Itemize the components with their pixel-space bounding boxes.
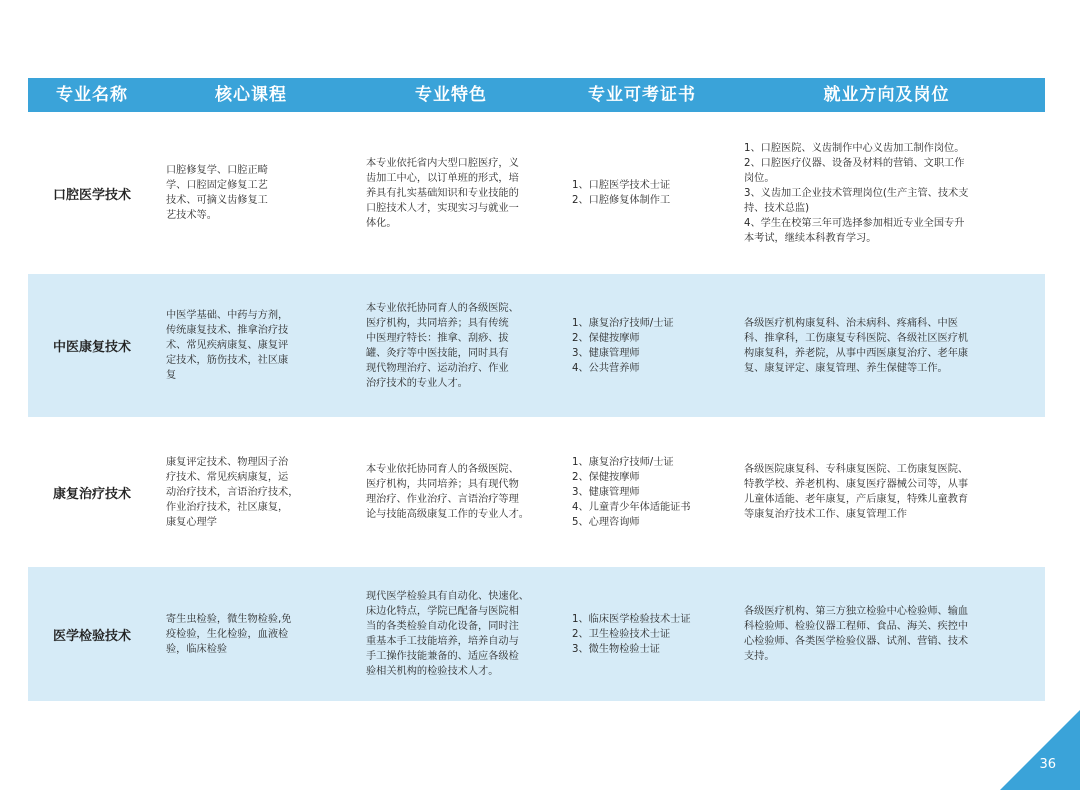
certificates xyxy=(556,274,728,417)
table-row xyxy=(28,274,1045,417)
job-directions-line: 等康复治疗技术工作、康复管理工作 xyxy=(744,509,907,520)
job-directions-line: 岗位。 xyxy=(744,172,775,184)
job-directions xyxy=(728,567,1045,701)
major-features xyxy=(346,417,556,567)
major-features-line: 床边化特点，学院已配备与医院相 xyxy=(366,606,519,617)
major-features xyxy=(346,567,556,701)
certificates-line: 2、保健按摩师 xyxy=(572,332,640,344)
job-directions-line: 各级医院康复科、专科康复医院、工伤康复医院、 xyxy=(744,464,969,475)
header-certificates: 专业可考证书 xyxy=(588,85,696,105)
job-directions-line: 支持。 xyxy=(744,651,775,662)
major-features-line: 现代物理治疗、运动治疗、作业 xyxy=(366,362,509,374)
job-directions xyxy=(728,274,1045,417)
major-name: 中医康复技术 xyxy=(52,340,131,355)
major-name: 口腔医学技术 xyxy=(52,187,131,203)
job-directions-line: 4、学生在校第三年可选择参加相近专业全国专升 xyxy=(744,217,965,229)
job-directions xyxy=(728,417,1045,567)
job-directions-line: 1、口腔医院、义齿制作中心义齿加工制作岗位。 xyxy=(744,142,965,154)
core-courses-line: 作业治疗技术，社区康复， xyxy=(166,501,289,513)
core-courses-line: 口腔修复学、口腔正畸 xyxy=(166,165,268,176)
major-features-line: 论与技能高级康复工作的专业人才。 xyxy=(366,509,529,520)
table-row xyxy=(28,112,1045,274)
major-features xyxy=(346,274,556,417)
core-courses xyxy=(156,112,346,274)
table-row xyxy=(28,417,1045,567)
core-courses-line: 技术、可摘义齿修复工 xyxy=(166,195,268,206)
major-features-line: 中医理疗特长：推拿、刮痧、拔 xyxy=(366,332,509,344)
major-features-line: 重基本手工技能培养，培养自动与 xyxy=(366,636,519,647)
major-name: 医学检验技术 xyxy=(52,628,131,644)
major-features-line: 医疗机构，共同培养；具有现代物 xyxy=(366,479,519,490)
job-directions-line: 持、技术总监) xyxy=(744,202,810,214)
core-courses-line: 验，临床检验 xyxy=(166,643,228,655)
certificates-line: 1、口腔医学技术士证 xyxy=(572,180,671,191)
certificates-line: 4、公共营养师 xyxy=(572,362,640,374)
core-courses-line: 定技术，筋伤技术，社区康 xyxy=(166,355,289,366)
certificates xyxy=(556,112,728,274)
major-features-line: 验相关机构的检验技术人才。 xyxy=(366,666,499,677)
core-courses-line: 寄生虫检验，微生物检验,免 xyxy=(166,613,292,625)
major-features-line: 本专业依托省内大型口腔医疗，义 xyxy=(366,157,519,169)
header-features: 专业特色 xyxy=(415,85,487,105)
job-directions-line: 各级医疗机构、第三方独立检验中心检验师、输血 xyxy=(744,606,969,617)
certificates-line: 1、康复治疗技师/士证 xyxy=(572,317,674,329)
job-directions-line: 3、义齿加工企业技术管理岗位(生产主管、技术支 xyxy=(744,187,969,199)
header-core-courses: 核心课程 xyxy=(215,85,287,105)
core-courses-line: 传统康复技术、推拿治疗技 xyxy=(166,325,289,336)
job-directions-line: 各级医疗机构康复科、治未病科、疼痛科、中医 xyxy=(744,317,958,329)
certificates-line: 5、心理咨询师 xyxy=(572,516,640,528)
job-directions xyxy=(728,112,1045,274)
core-courses-line: 学、口腔固定修复工艺 xyxy=(166,180,268,191)
core-courses-line: 动治疗技术，言语治疗技术， xyxy=(166,486,299,498)
certificates-line: 2、口腔修复体制作工 xyxy=(572,195,671,206)
certificates-line: 3、健康管理师 xyxy=(572,347,640,359)
major-features-line: 理治疗、作业治疗、言语治疗等理 xyxy=(366,494,519,505)
core-courses-line: 疫检验，生化检验，血液检 xyxy=(166,628,289,640)
core-courses-line: 康复心理学 xyxy=(166,516,217,528)
major-features-line: 本专业依托协同育人的各级医院、 xyxy=(366,302,519,314)
certificates-line: 3、微生物检验士证 xyxy=(572,643,660,655)
certificates-line: 1、康复治疗技师/士证 xyxy=(572,456,674,468)
header-major-name: 专业名称 xyxy=(56,85,128,105)
header-jobs: 就业方向及岗位 xyxy=(823,85,950,105)
core-courses-line: 复 xyxy=(166,370,177,381)
job-directions-line: 本考试，继续本科教育学习。 xyxy=(744,232,877,244)
certificates xyxy=(556,567,728,701)
certificates-line: 3、健康管理师 xyxy=(572,486,640,498)
page-number: 36 xyxy=(1039,757,1056,772)
core-courses xyxy=(156,417,346,567)
job-directions-line: 科、推拿科，工伤康复专科医院、各级社区医疗机 xyxy=(744,332,969,344)
core-courses-line: 中医学基础、中药与方剂， xyxy=(166,310,289,321)
major-features-line: 现代医学检验具有自动化、快速化、 xyxy=(366,591,529,602)
certificates-line: 2、卫生检验技术士证 xyxy=(572,628,671,640)
table-row xyxy=(28,567,1045,701)
major-features-line: 手工操作技能兼备的、适应各级检 xyxy=(366,651,519,662)
certificates-line: 1、临床医学检验技术士证 xyxy=(572,613,691,625)
major-name: 康复治疗技术 xyxy=(52,486,131,502)
major-features-line: 齿加工中心，以订单班的形式，培 xyxy=(366,172,519,184)
job-directions-line: 构康复科，养老院，从事中西医康复治疗、老年康 xyxy=(744,347,969,359)
major-features-line: 罐、灸疗等中医技能，同时具有 xyxy=(366,347,509,359)
table-header xyxy=(28,78,1045,112)
core-courses-line: 艺技术等。 xyxy=(166,210,217,221)
major-features-line: 治疗技术的专业人才。 xyxy=(366,377,468,389)
core-courses-line: 术、常见疾病康复、康复评 xyxy=(166,340,289,351)
job-directions-line: 儿童体适能、老年康复，产后康复，特殊儿童教育 xyxy=(744,494,969,505)
corner-triangle-icon xyxy=(1000,710,1080,790)
job-directions-line: 特教学校、养老机构、康复医疗器械公司等，从事 xyxy=(744,479,969,490)
major-features-line: 养具有扎实基础知识和专业技能的 xyxy=(366,187,519,199)
certificates-line: 4、儿童青少年体适能证书 xyxy=(572,501,691,513)
certificates-line: 2、保健按摩师 xyxy=(572,471,640,483)
major-features-line: 口腔技术人才，实现实习与就业一 xyxy=(366,202,519,214)
major-features-line: 医疗机构，共同培养；具有传统 xyxy=(366,317,509,329)
core-courses xyxy=(156,274,346,417)
core-courses-line: 康复评定技术、物理因子治 xyxy=(166,456,289,468)
certificates xyxy=(556,417,728,567)
core-courses xyxy=(156,567,346,701)
job-directions-line: 2、口腔医疗仪器、设备及材料的营销、文职工作 xyxy=(744,157,965,169)
core-courses-line: 疗技术、常见疾病康复，运 xyxy=(166,471,289,483)
majors-table xyxy=(28,78,1045,701)
major-features-line: 本专业依托协同育人的各级医院、 xyxy=(366,464,519,475)
job-directions-line: 心检验师、各类医学检验仪器、试剂、营销、技术 xyxy=(744,636,969,647)
job-directions-line: 复、康复评定、康复管理、养生保健等工作。 xyxy=(744,362,948,374)
major-features-line: 体化。 xyxy=(366,217,397,229)
major-features xyxy=(346,112,556,274)
job-directions-line: 科检验师、检验仪器工程师、食品、海关、疾控中 xyxy=(744,621,969,632)
major-features-line: 当的各类检验自动化设备，同时注 xyxy=(366,621,519,632)
